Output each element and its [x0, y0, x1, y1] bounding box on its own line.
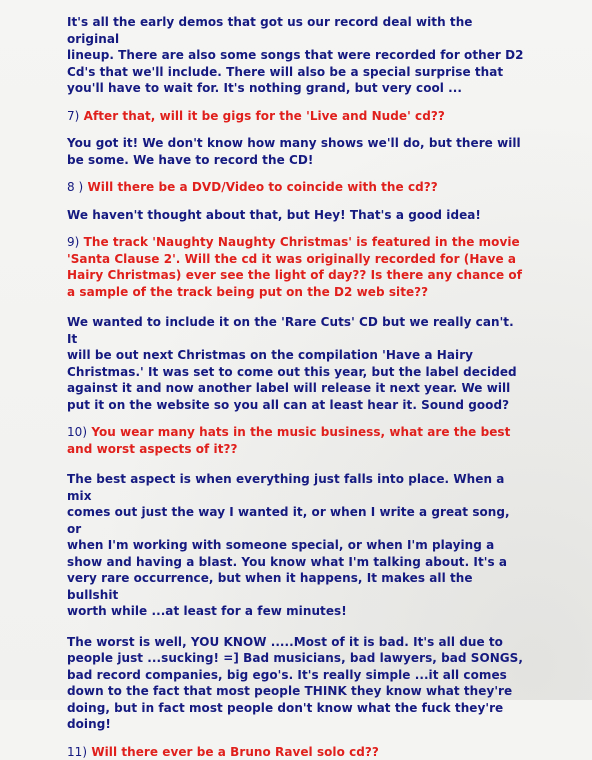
answer-line: doing, but in fact most people don't know what the fuck they're [67, 701, 503, 715]
question-8 [67, 179, 527, 196]
answer-line: be some. We have to record the CD! [67, 153, 313, 167]
question-11 [67, 744, 527, 760]
answer-line: comes out just the way I wanted it, or when I write a great song, or [67, 505, 510, 536]
answer-line: will be out next Christmas on the compilation 'Have a Hairy [67, 348, 473, 362]
question-line: Hairy Christmas) ever see the light of day?? Is there any chance of [67, 268, 522, 282]
question-line: and worst aspects of it?? [67, 442, 238, 456]
answer-6 [67, 14, 527, 97]
question-7 [67, 108, 527, 125]
answer-7 [67, 135, 527, 168]
question-10 [67, 424, 527, 457]
question-9 [67, 234, 527, 300]
answer-line: We haven't thought about that, but Hey! That's a good idea! [67, 208, 481, 222]
question-number: 11) [67, 745, 87, 759]
question-line: Will there be a DVD/Video to coincide with the cd?? [88, 180, 438, 194]
question-line: Will there ever be a Bruno Ravel solo cd?? [91, 745, 379, 759]
answer-line: You got it! We don't know how many shows we'll do, but there will [67, 136, 521, 150]
answer-line: bad record companies, big ego's. It's really simple ...it all comes [67, 668, 507, 682]
interview-text [67, 14, 527, 760]
answer-line: down to the fact that most people THINK they know what they're [67, 684, 512, 698]
answer-line: We wanted to include it on the 'Rare Cuts' CD but we really can't. It [67, 315, 514, 346]
question-number: 7) [67, 109, 79, 123]
question-number: 8 ) [67, 180, 83, 194]
answer-line: put it on the website so you all can at least hear it. Sound good? [67, 398, 509, 412]
question-number: 10) [67, 425, 87, 439]
question-line: You wear many hats in the music business, what are the best [91, 425, 510, 439]
answer-line: very rare occurrence, but when it happens, It makes all the bullshit [67, 571, 473, 602]
answer-line: Christmas.' It was set to come out this year, but the label decided [67, 365, 517, 379]
answer-line: people just ...sucking! =] Bad musicians, bad lawyers, bad SONGS, [67, 651, 523, 665]
answer-line: The best aspect is when everything just falls into place. When a mix [67, 472, 504, 503]
question-line: 'Santa Clause 2'. Will the cd it was originally recorded for (Have a [67, 252, 516, 266]
answer-line: lineup. There are also some songs that were recorded for other D2 [67, 48, 524, 62]
question-number: 9) [67, 235, 79, 249]
question-line: The track 'Naughty Naughty Christmas' is featured in the movie [84, 235, 520, 249]
question-line: a sample of the track being put on the D2 web site?? [67, 285, 428, 299]
question-line: After that, will it be gigs for the 'Live and Nude' cd?? [84, 109, 445, 123]
answer-line: The worst is well, YOU KNOW .....Most of it is bad. It's all due to [67, 635, 503, 649]
answer-10-best [67, 471, 527, 620]
answer-line: when I'm working with someone special, or when I'm playing a [67, 538, 494, 552]
answer-line: It's all the early demos that got us our record deal with the original [67, 15, 472, 46]
answer-line: against it and now another label will release it next year. We will [67, 381, 510, 395]
answer-line: you'll have to wait for. It's nothing grand, but very cool ... [67, 81, 462, 95]
answer-10-worst [67, 634, 527, 733]
answer-8 [67, 207, 527, 224]
answer-line: Cd's that we'll include. There will also be a special surprise that [67, 65, 503, 79]
answer-line: worth while ...at least for a few minutes! [67, 604, 347, 618]
answer-line: doing! [67, 717, 111, 731]
answer-9 [67, 314, 527, 413]
answer-line: show and having a blast. You know what I'm talking about. It's a [67, 555, 507, 569]
